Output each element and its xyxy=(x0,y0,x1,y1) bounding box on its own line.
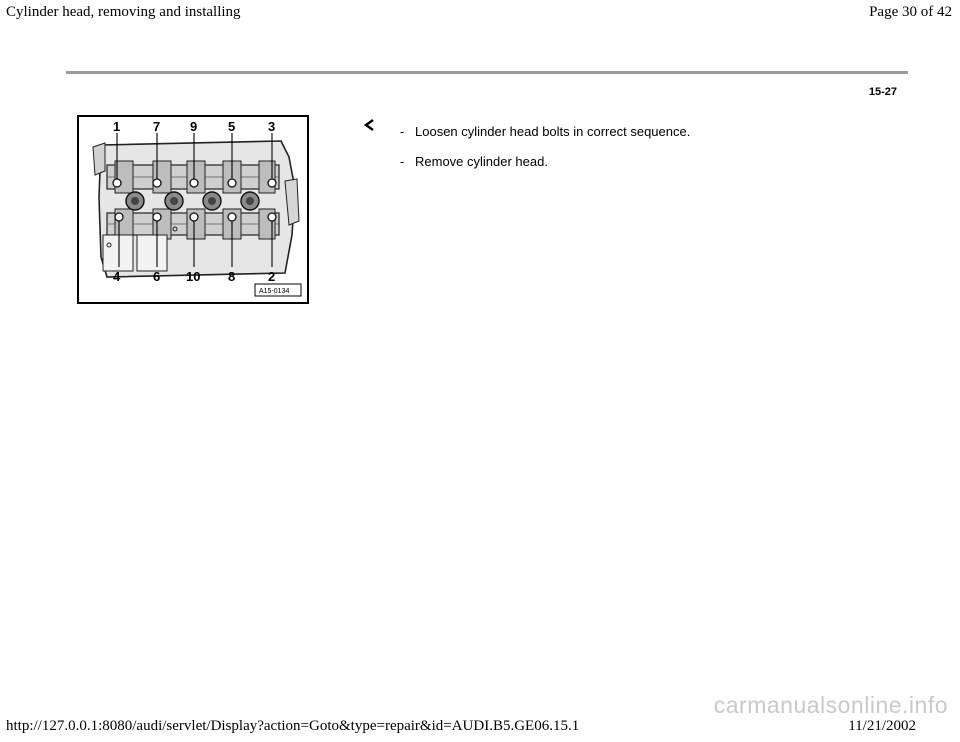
bolt-label: 1 xyxy=(113,119,121,134)
bolt-label: 10 xyxy=(186,269,201,284)
step-text: Remove cylinder head. xyxy=(415,154,548,169)
header-rule xyxy=(66,71,908,74)
footer-url: http://127.0.0.1:8080/audi/servlet/Display?action=Goto&type=repair&id=AUDI.B5.GE06.15.1 xyxy=(6,718,580,734)
bolt-label: 8 xyxy=(228,269,236,284)
bolt-label: 3 xyxy=(268,119,276,134)
bolt-label: 7 xyxy=(153,119,161,134)
figure-code: A15-0134 xyxy=(259,288,290,295)
cylinder-head-illustration xyxy=(79,117,307,302)
step-item: - Remove cylinder head. xyxy=(400,154,548,169)
step-item: - Loosen cylinder head bolts in correct sequence. xyxy=(400,124,691,139)
bolt-label: 5 xyxy=(228,119,236,134)
arrow-left-icon xyxy=(363,118,375,132)
bolt-label: 2 xyxy=(268,269,276,284)
section-page-number: 15-27 xyxy=(868,86,897,98)
bolt-label: 9 xyxy=(190,119,198,134)
step-text: Loosen cylinder head bolts in correct sequence. xyxy=(415,124,691,139)
bolt-label: 6 xyxy=(153,269,161,284)
bolt-label: 4 xyxy=(113,269,121,284)
footer-date: 11/21/2002 xyxy=(848,718,916,734)
cylinder-head-diagram xyxy=(77,115,309,304)
document-title: Cylinder head, removing and installing xyxy=(6,4,241,20)
watermark: carmanualsonline.info xyxy=(713,692,948,718)
page-counter: Page 30 of 42 xyxy=(869,4,952,20)
